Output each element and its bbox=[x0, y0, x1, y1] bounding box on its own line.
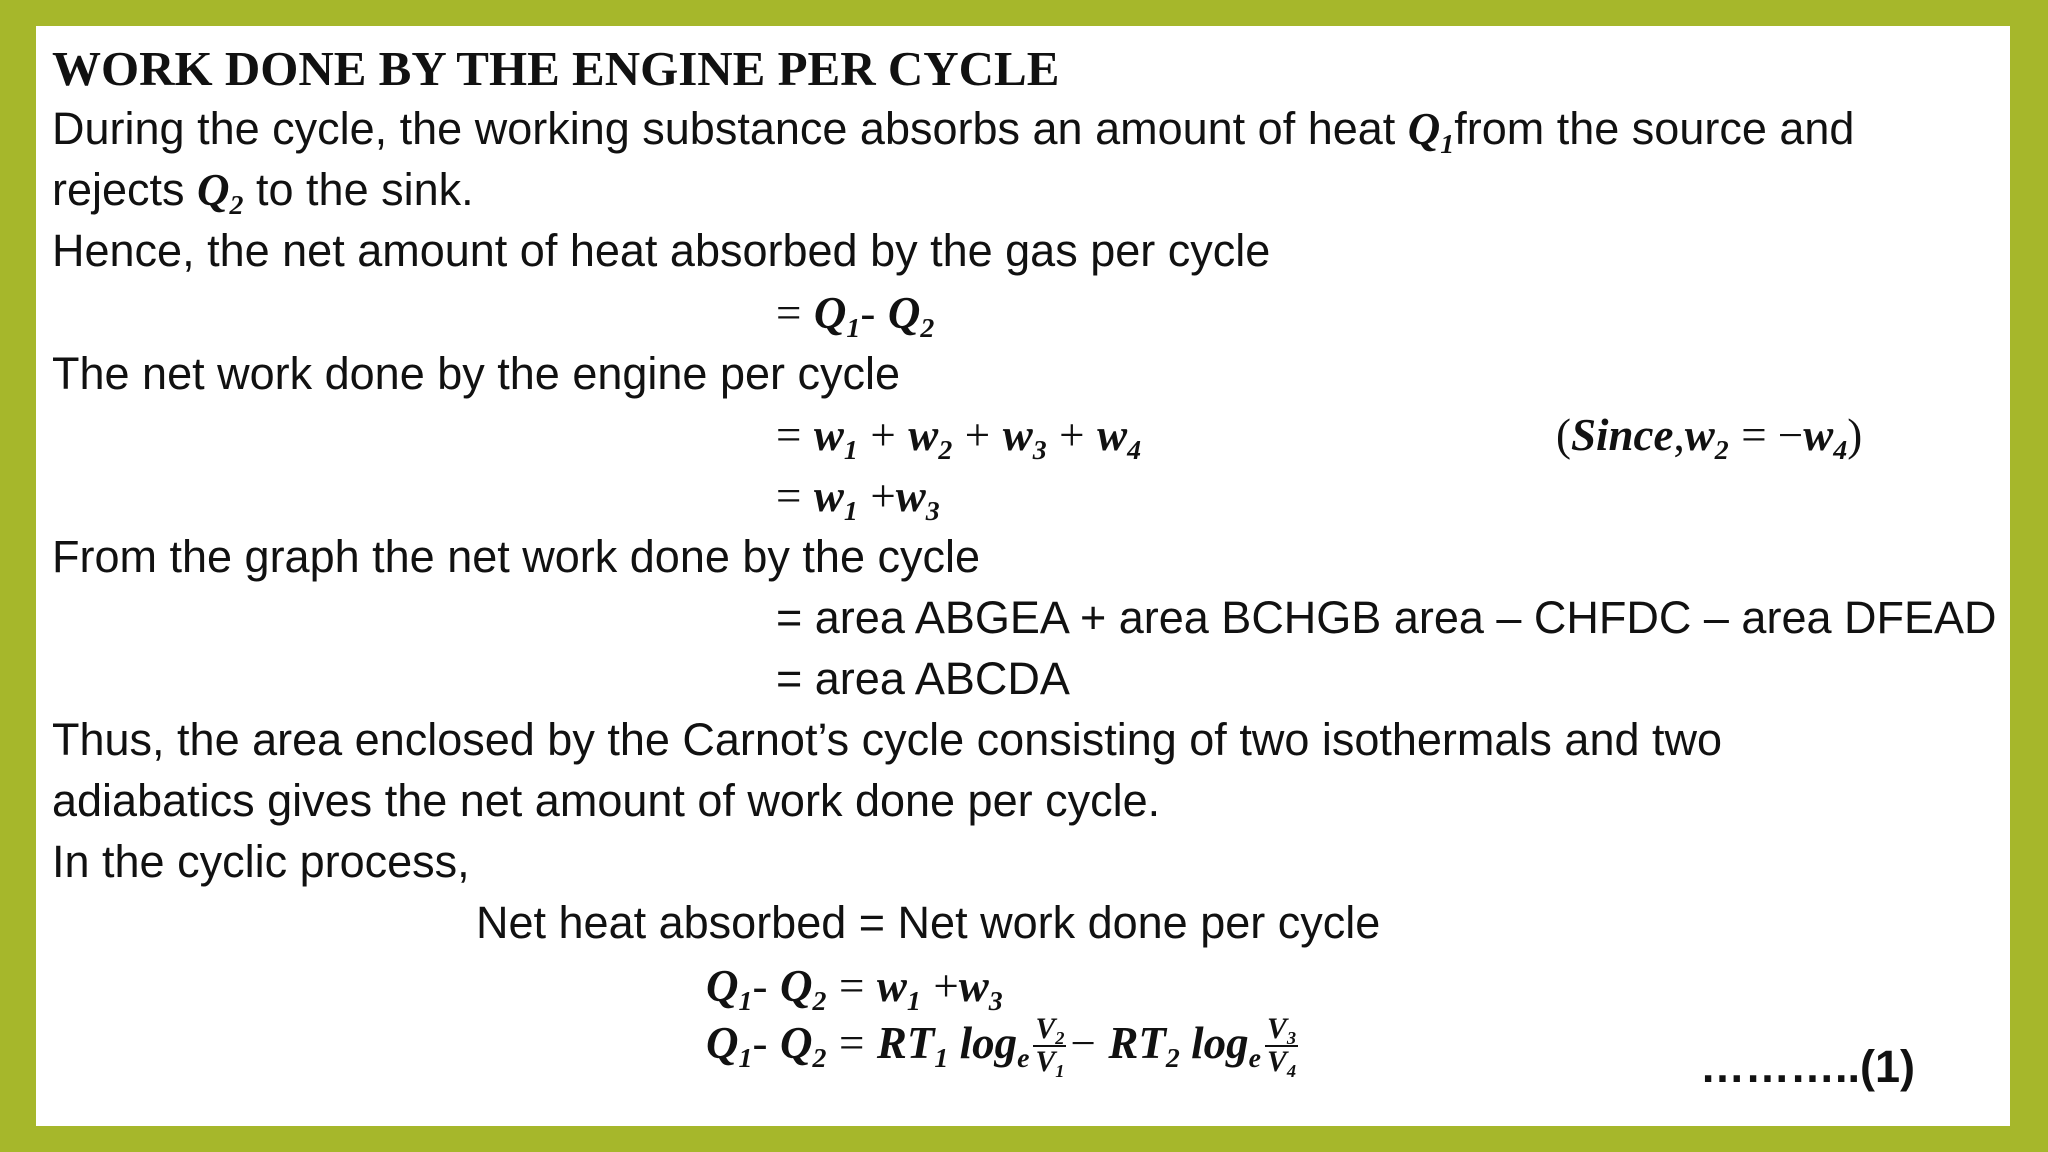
equation-final: $Q_1-$ $Q_2 = RT_1$ $\log_e$ $\frac{V_2}{V_1}$ − $RT_2$ $\log_e$ $\frac{V_3}{V_4}$ bbox=[706, 1013, 1297, 1082]
area-line: = area ABGEA + area BCHGB area – CHFDC – area DFEAD bbox=[776, 592, 1997, 643]
paragraph-line: In the cyclic process, bbox=[52, 836, 470, 887]
equation-heat: = $Q_1-$ $Q_2$ bbox=[776, 288, 935, 344]
math-q2: $Q_2$ bbox=[197, 165, 244, 221]
equation-balance: $Q_1-$ $Q_2 = w_1 +w_3$ bbox=[706, 961, 1003, 1017]
fraction-v2-v1: $\frac{V_2}{V_1}$ bbox=[1035, 1013, 1065, 1082]
paragraph-line: From the graph the net work done by the cycle bbox=[52, 531, 980, 582]
slide-title: WORK DONE BY THE ENGINE PER CYCLE bbox=[52, 41, 1060, 96]
text-span: rejects bbox=[52, 164, 198, 215]
paragraph-line: Thus, the area enclosed by the Carnot’s cycle consisting of two isothermals and two bbox=[52, 714, 1723, 765]
statement-line: Net heat absorbed = Net work done per cycle bbox=[476, 897, 1381, 948]
slide bbox=[36, 26, 2010, 1126]
equation-note: $(Since,w_2 = -w_4)$ bbox=[1556, 410, 1863, 466]
paragraph-line: adiabatics gives the net amount of work done per cycle. bbox=[52, 775, 1161, 826]
equation-work-sum: = $w_1 + w_2 + w_3 + w_4$ bbox=[776, 410, 1142, 466]
text-span: During the cycle, the working substance absorbs an amount of heat bbox=[52, 103, 1408, 154]
paragraph-line bbox=[52, 103, 1855, 160]
fraction-v3-v4: $\frac{V_3}{V_4}$ bbox=[1267, 1013, 1297, 1082]
paragraph-line bbox=[52, 164, 474, 221]
equation-number: ………..(1) bbox=[1700, 1041, 1916, 1092]
math-q1: $Q_1$ bbox=[1407, 104, 1455, 160]
paragraph-line: The net work done by the engine per cycle bbox=[52, 348, 901, 399]
equation-work-net: = $w_1 +w_3$ bbox=[776, 471, 940, 527]
text-span: from the source and bbox=[1454, 103, 1855, 154]
paragraph-line: Hence, the net amount of heat absorbed by the gas per cycle bbox=[52, 225, 1271, 276]
area-line: = area ABCDA bbox=[776, 653, 1070, 704]
text-span: to the sink. bbox=[243, 164, 474, 215]
